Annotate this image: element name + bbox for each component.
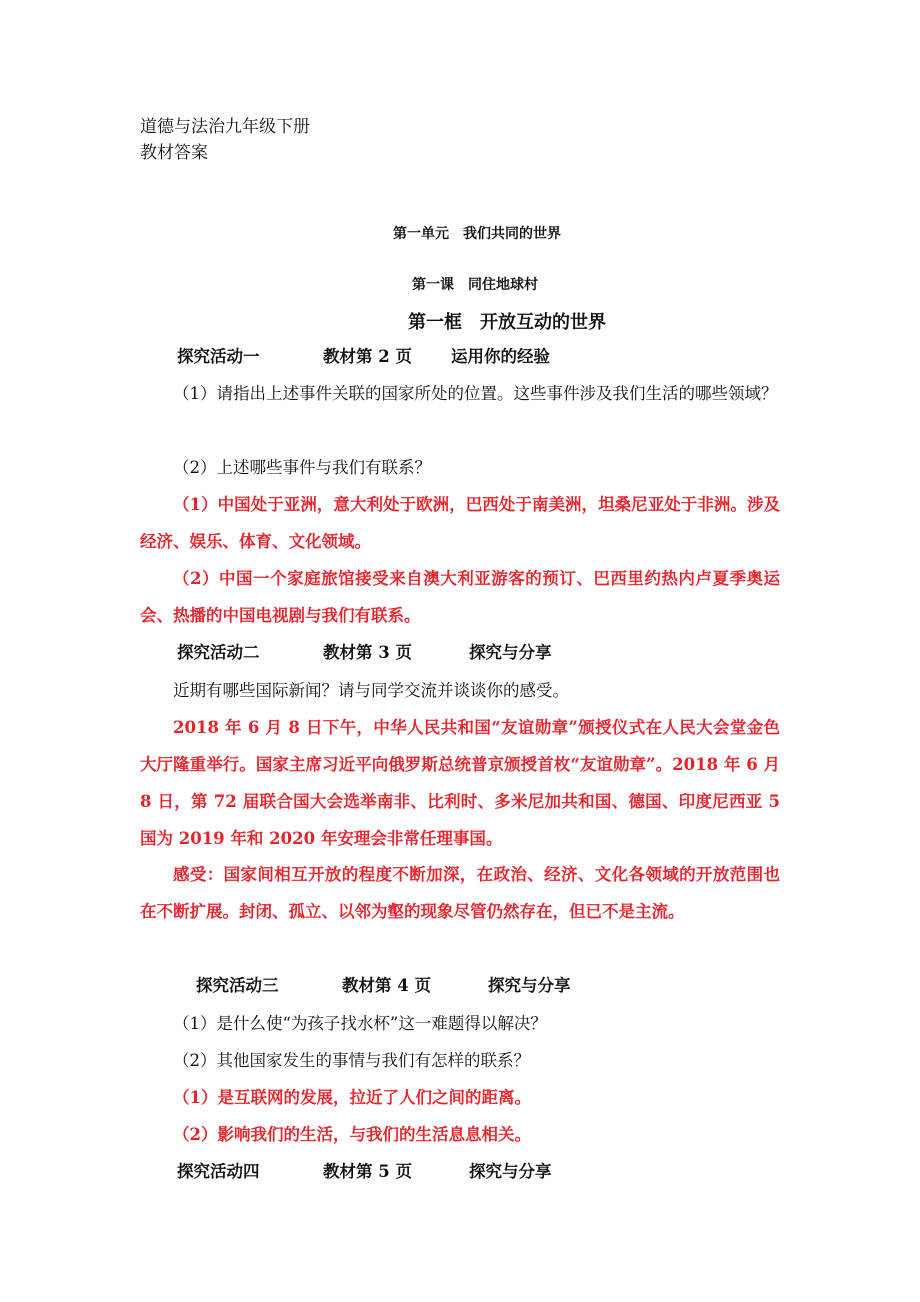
activity-heading: [177, 641, 552, 665]
unit-title: 第一单元 我们共同的世界: [393, 226, 561, 242]
question-paragraph: （1）请指出上述事件关联的国家所处的位置。这些事件涉及我们生活的哪些领域？: [173, 384, 778, 403]
activity-type: 运用你的经验: [451, 347, 550, 366]
document-subject-title: 道德与法治九年级下册: [140, 117, 310, 137]
question-paragraph: 近期有哪些国际新闻？请与同学交流并谈谈你的感受。: [173, 681, 569, 700]
question-paragraph: （2）其他国家发生的事情与我们有怎样的联系？: [173, 1051, 530, 1070]
activity-type: 探究与分享: [469, 1162, 552, 1181]
answer-paragraph: 2018 年 6 月 8 日下午，中华人民共和国“友谊勋章”颁授仪式在人民大会堂金色大厅隆重举行。国家主席习近平向俄罗斯总统普京颁授首枚“友谊勋章”。2018 年 6 月 8 日，第 72 届联合国大会选举南非、比利时、多米尼加共和国、德国、印度尼西亚 5 国为 2019 年和 2020 年安理会非常任理事国。: [140, 718, 780, 848]
activity-name: 探究活动四: [177, 1162, 260, 1181]
activity-page: 教材第 5 页: [323, 1162, 412, 1181]
activity-page: 教材第 2 页: [323, 347, 412, 366]
activity-name: 探究活动二: [177, 643, 260, 662]
answer-paragraph: （1）中国处于亚洲，意大利处于欧洲，巴西处于南美洲，坦桑尼亚处于非洲。涉及经济、娱乐、体育、文化领域。: [140, 495, 780, 551]
answer-paragraph: 感受：国家间相互开放的程度不断加深，在政治、经济、文化各领域的开放范围也在不断扩展。封闭、孤立、以邻为壑的现象尽管仍然存在，但已不是主流。: [140, 865, 780, 921]
activity-type: 探究与分享: [469, 643, 552, 662]
question-paragraph: （1）是什么使“为孩子找水杯”这一难题得以解决？: [173, 1014, 547, 1033]
activity-heading: [177, 1160, 552, 1184]
activity-page: 教材第 4 页: [342, 976, 431, 995]
activity-heading: [196, 974, 571, 998]
frame-title: 第一框 开放互动的世界: [408, 312, 606, 333]
answer-paragraph: （2）中国一个家庭旅馆接受来自澳大利亚游客的预订、巴西里约热内卢夏季奥运会、热播的中国电视剧与我们有联系。: [140, 569, 780, 625]
activity-name: 探究活动三: [196, 976, 279, 995]
question-paragraph: （2）上述哪些事件与我们有联系？: [173, 458, 431, 477]
activity-page: 教材第 3 页: [323, 643, 412, 662]
answer-paragraph: （1）是互联网的发展，拉近了人们之间的距离。: [173, 1088, 531, 1107]
lesson-title: 第一课 同住地球村: [412, 277, 538, 293]
activity-heading: [177, 345, 550, 369]
answer-paragraph: （2）影响我们的生活，与我们的生活息息相关。: [173, 1125, 531, 1144]
activity-name: 探究活动一: [177, 347, 260, 366]
activity-type: 探究与分享: [488, 976, 571, 995]
document-type-label: 教材答案: [140, 143, 208, 163]
